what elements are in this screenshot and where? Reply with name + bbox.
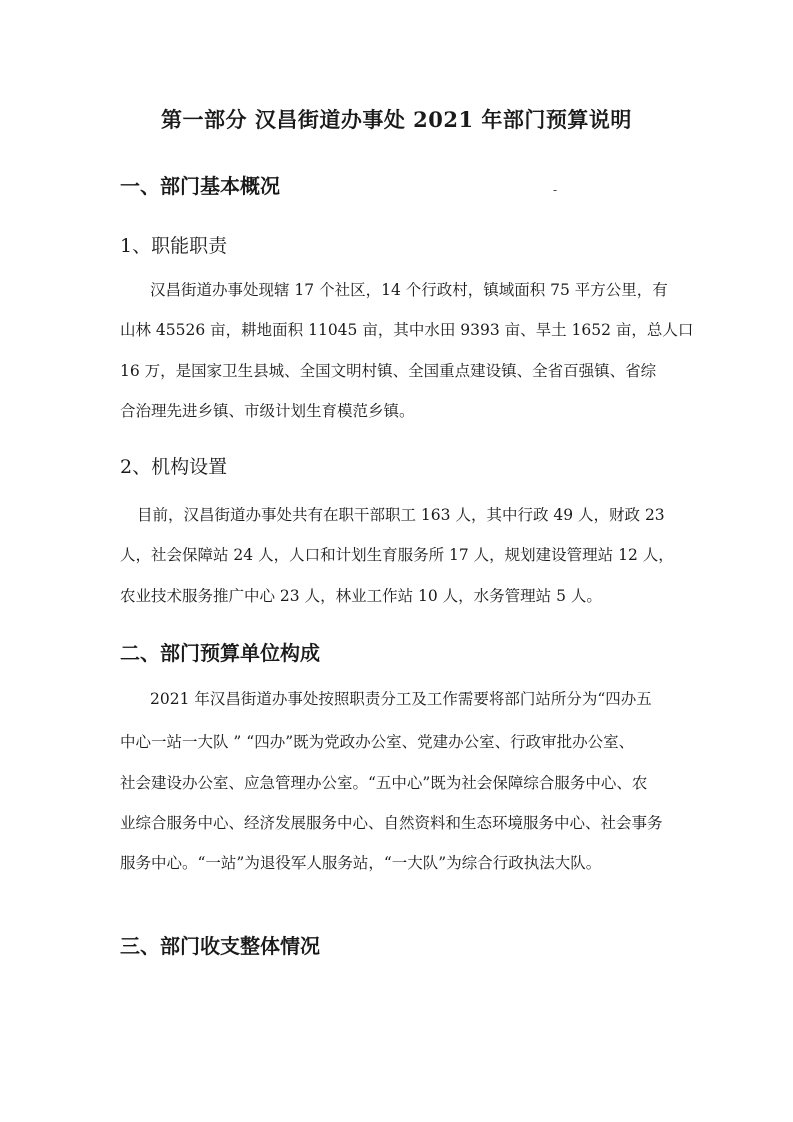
paragraph-line: 服务中心。“一站”为退役军人服务站，“一大队”为综合行政执法大队。 [120, 854, 602, 872]
paragraph-line: 业综合服务中心、经济发展服务中心、自然资料和生态环境服务中心、社会事务 [120, 814, 663, 832]
document-title: 第一部分 汉昌街道办事处 2021 年部门预算说明 [161, 107, 632, 132]
stray-mark: - [553, 183, 558, 197]
paragraph-line: 人，社会保障站 24 人，人口和计划生育服务所 17 人，规划建设管理站 12 人， [120, 546, 674, 564]
section-3-heading: 三、部门收支整体情况 [120, 934, 320, 958]
section-2-heading: 二、部门预算单位构成 [120, 641, 320, 665]
paragraph-line: 中心一站一大队 ” “四办”既为党政办公室、党建办公室、行政审批办公室、 [120, 733, 635, 751]
subsection-1-heading: 1、职能职责 [120, 235, 228, 257]
paragraph-line: 汉昌街道办事处现辖 17 个社区，14 个行政村，镇域面积 75 平方公里，有 [150, 281, 668, 299]
subsection-2-heading: 2、机构设置 [120, 456, 228, 478]
paragraph-line: 目前，汉昌街道办事处共有在职干部职工 163 人，其中行政 49 人，财政 23 [137, 506, 665, 524]
paragraph-line: 社会建设办公室、应急管理办公室。“五中心”既为社会保障综合服务中心、农 [120, 774, 648, 792]
paragraph-line: 合治理先进乡镇、市级计划生育模范乡镇。 [120, 402, 415, 420]
paragraph-line: 山林 45526 亩，耕地面积 11045 亩，其中水田 9393 亩、旱土 1652 亩，总人口 [120, 321, 694, 339]
paragraph-line: 农业技术服务推广中心 23 人，林业工作站 10 人，水务管理站 5 人。 [120, 587, 602, 605]
paragraph-line: 16 万，是国家卫生县城、全国文明村镇、全国重点建设镇、全省百强镇、省综 [120, 362, 657, 380]
paragraph-line: 2021 年汉昌街道办事处按照职责分工及工作需要将部门站所分为“四办五 [150, 690, 652, 708]
section-1-heading: 一、部门基本概况 [120, 174, 280, 198]
